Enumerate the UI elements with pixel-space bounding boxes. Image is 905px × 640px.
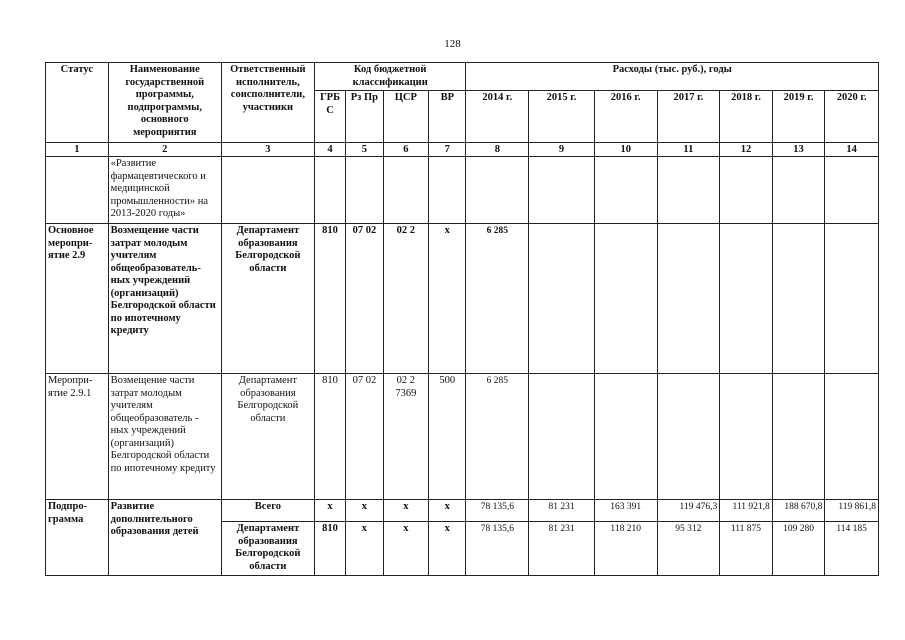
subprogram-dept-2016: 118 210 xyxy=(594,522,657,576)
col-number: 13 xyxy=(772,143,825,157)
event-2020 xyxy=(825,374,879,500)
table-row-event xyxy=(46,374,879,500)
subprogram-dept-2017: 95 312 xyxy=(657,522,720,576)
col-number: 5 xyxy=(346,143,383,157)
subprogram-total-2017: 119 476,3 xyxy=(657,500,720,522)
subprogram-total-label: Всего xyxy=(221,500,314,522)
col-number: 11 xyxy=(657,143,720,157)
column-numbers-row xyxy=(46,143,879,157)
header-year-2019: 2019 г. xyxy=(772,91,825,143)
header-year-2015: 2015 г. xyxy=(529,91,595,143)
header-budget-code: Код бюджетной классификации xyxy=(314,63,466,91)
event-responsible: Департамент образования Белгородской области xyxy=(221,374,314,500)
subprogram-dept-csr: х xyxy=(383,522,428,576)
subprogram-total-csr: х xyxy=(383,500,428,522)
col-number: 3 xyxy=(221,143,314,157)
event-grbs: 810 xyxy=(314,374,345,500)
event-2017 xyxy=(657,374,720,500)
main-event-csr: 02 2 xyxy=(383,224,428,374)
budget-expenses-table xyxy=(45,62,879,576)
main-event-grbs: 810 xyxy=(314,224,345,374)
col-number: 12 xyxy=(720,143,773,157)
col-number: 14 xyxy=(825,143,879,157)
table-row-continuation xyxy=(46,157,879,224)
subprogram-dept-2018: 111 875 xyxy=(720,522,773,576)
page-number: 128 xyxy=(444,38,461,50)
header-year-2018: 2018 г. xyxy=(720,91,773,143)
event-2019 xyxy=(772,374,825,500)
main-event-2017 xyxy=(657,224,720,374)
subprogram-total-rzpr: х xyxy=(346,500,383,522)
main-event-2015 xyxy=(529,224,595,374)
subprogram-dept-2014: 78 135,6 xyxy=(466,522,529,576)
col-number: 10 xyxy=(594,143,657,157)
subprogram-status: Подпро-грамма xyxy=(46,500,109,576)
subprogram-dept-2019: 109 280 xyxy=(772,522,825,576)
subprogram-total-2015: 81 231 xyxy=(529,500,595,522)
col-number: 9 xyxy=(529,143,595,157)
main-event-responsible: Департамент образования Белгородской области xyxy=(221,224,314,374)
subprogram-total-vr: х xyxy=(429,500,466,522)
table-row-subprogram-total xyxy=(46,500,879,522)
subprogram-dept-vr: х xyxy=(429,522,466,576)
header-csr: ЦСР xyxy=(383,91,428,143)
subprogram-dept-responsible: Департамент образования Белгородской области xyxy=(221,522,314,576)
col-number: 7 xyxy=(429,143,466,157)
main-event-name: Возмещение части затрат молодым учителям общеобразователь-ных учреждений (организаций) Белгородской области по ипотечному кредиту xyxy=(108,224,221,374)
event-2014: 6 285 xyxy=(466,374,529,500)
subprogram-total-grbs: х xyxy=(314,500,345,522)
subprogram-total-2014: 78 135,6 xyxy=(466,500,529,522)
main-event-vr: х xyxy=(429,224,466,374)
subprogram-dept-rzpr: х xyxy=(346,522,383,576)
event-vr: 500 xyxy=(429,374,466,500)
event-name: Возмещение части затрат молодым учителям общеобразователь - ных учреждений (организаций) Белгородской области по ипотечному кредиту xyxy=(108,374,221,500)
header-expenses: Расходы (тыс. руб.), годы xyxy=(466,63,879,91)
header-grbs: ГРБ С xyxy=(314,91,345,143)
header-rzpr: Рз Пр xyxy=(346,91,383,143)
header-year-2016: 2016 г. xyxy=(594,91,657,143)
header-responsible: Ответственный исполнитель, соисполнители, участники xyxy=(221,63,314,143)
event-2018 xyxy=(720,374,773,500)
main-event-2020 xyxy=(825,224,879,374)
subprogram-dept-2020: 114 185 xyxy=(825,522,879,576)
subprogram-dept-grbs: 810 xyxy=(314,522,345,576)
event-2015 xyxy=(529,374,595,500)
main-event-2018 xyxy=(720,224,773,374)
col-number: 1 xyxy=(46,143,109,157)
main-event-status: Основное меропри-ятие 2.9 xyxy=(46,224,109,374)
col-number: 8 xyxy=(466,143,529,157)
subprogram-name: Развитие дополнительного образования детей xyxy=(108,500,221,576)
event-rzpr: 07 02 xyxy=(346,374,383,500)
subprogram-total-2019: 188 670,8 xyxy=(772,500,825,522)
event-csr: 02 2 7369 xyxy=(383,374,428,500)
event-2016 xyxy=(594,374,657,500)
subprogram-dept-2015: 81 231 xyxy=(529,522,595,576)
main-event-2019 xyxy=(772,224,825,374)
subprogram-total-2020: 119 861,8 xyxy=(825,500,879,522)
main-event-2016 xyxy=(594,224,657,374)
main-event-rzpr: 07 02 xyxy=(346,224,383,374)
main-event-2014: 6 285 xyxy=(466,224,529,374)
col-number: 4 xyxy=(314,143,345,157)
header-vr: ВР xyxy=(429,91,466,143)
header-status: Статус xyxy=(46,63,109,143)
col-number: 2 xyxy=(108,143,221,157)
header-name: Наименование государственной программы, подпрограммы, основного мероприятия xyxy=(108,63,221,143)
event-status: Меропри-ятие 2.9.1 xyxy=(46,374,109,500)
program-name-continuation: «Развитие фармацевтического и медицинской промышленности» на 2013-2020 годы» xyxy=(108,157,221,224)
header-year-2017: 2017 г. xyxy=(657,91,720,143)
col-number: 6 xyxy=(383,143,428,157)
table-row-main-event xyxy=(46,224,879,374)
subprogram-total-2016: 163 391 xyxy=(594,500,657,522)
subprogram-total-2018: 111 921,8 xyxy=(720,500,773,522)
header-year-2020: 2020 г. xyxy=(825,91,879,143)
header-year-2014: 2014 г. xyxy=(466,91,529,143)
